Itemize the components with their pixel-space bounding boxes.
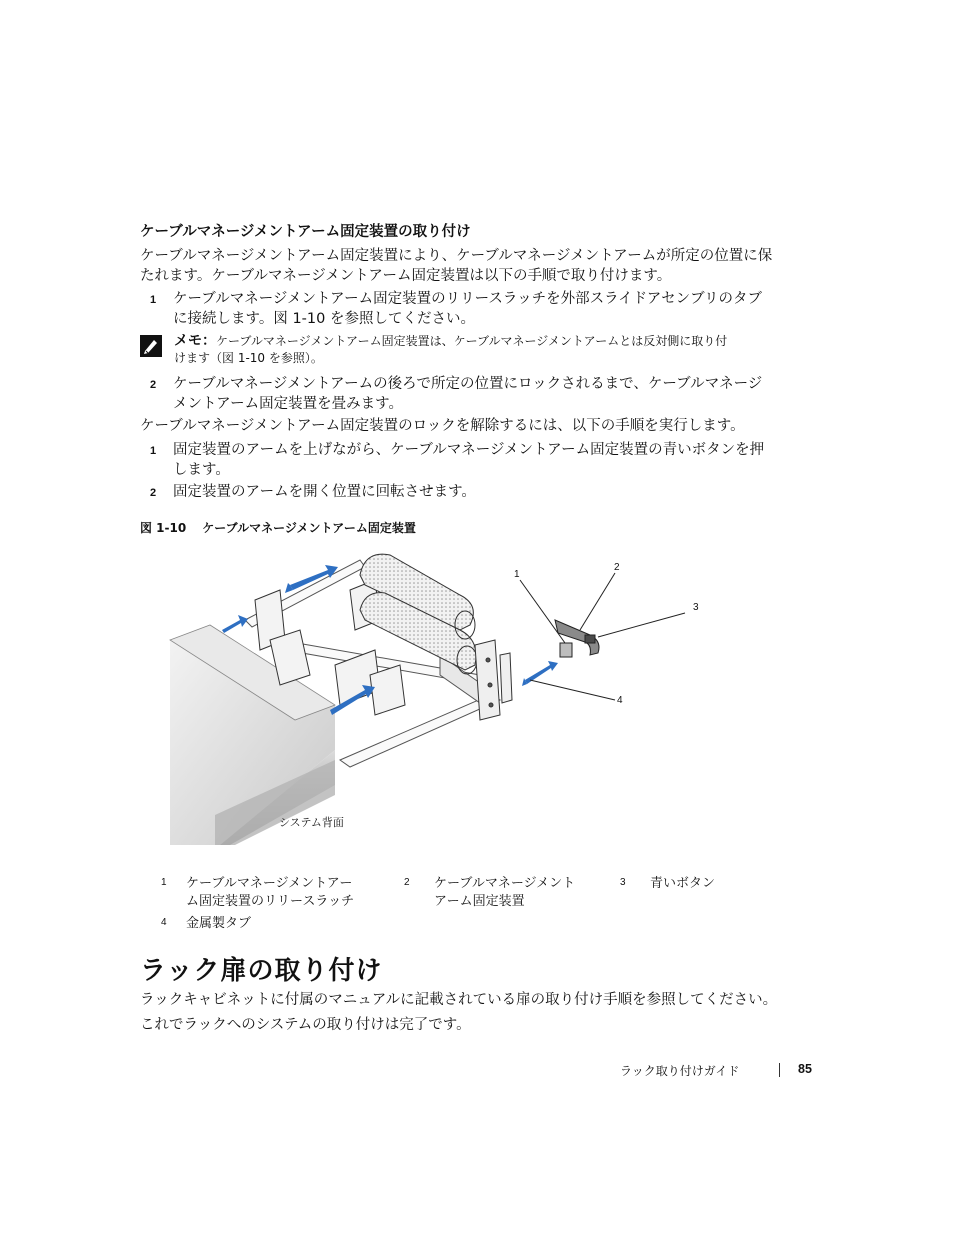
install-step-2 (140, 374, 810, 414)
system-rear-label: システム背面 (279, 816, 344, 829)
install-step-1 (140, 289, 810, 329)
step-line-1: 固定装置のアームを上げながら、ケーブルマネージメントアーム固定装置の青いボタンを押 (173, 442, 765, 458)
unlock-intro: ケーブルマネージメントアーム固定装置のロックを解除するには、以下の手順を実行します。 (140, 418, 745, 434)
note-label: メモ： (174, 333, 216, 349)
door-line-2: これでラックへのシステムの取り付けは完了です。 (140, 1017, 471, 1033)
legend-line: アーム固定装置 (434, 894, 525, 909)
legend-item-2 (434, 875, 575, 911)
section-heading: ケーブルマネージメントアーム固定装置の取り付け (140, 224, 471, 240)
callout-leaders (520, 573, 685, 700)
legend-line: ケーブルマネージメント (434, 876, 576, 891)
legend-line: ケーブルマネージメントアー (186, 876, 353, 891)
unlock-step-1 (140, 440, 810, 480)
footer-title: ラック取り付けガイド (620, 1064, 740, 1078)
legend-num-3: 3 (620, 877, 626, 888)
callout-4: 4 (617, 695, 623, 706)
legend-num-4: 4 (161, 917, 167, 928)
step-number: 1 (150, 445, 157, 457)
intro-paragraph (140, 246, 810, 286)
footer-divider (779, 1063, 780, 1077)
figure-number: 図 1-10 (140, 521, 187, 535)
note-line-2: けます（図 1-10 を参照）。 (174, 351, 323, 365)
legend-item-1 (186, 875, 354, 911)
figure-title: ケーブルマネージメントアーム固定装置 (202, 521, 416, 535)
step-number: 2 (150, 379, 157, 391)
legend-line: ム固定装置のリリースラッチ (186, 894, 355, 909)
callout-1: 1 (514, 569, 520, 580)
step-line-2: します。 (173, 462, 230, 478)
legend-item-3: 青いボタン (650, 876, 716, 891)
step-line-1: ケーブルマネージメントアームの後ろで所定の位置にロックされるまで、ケーブルマネージ (173, 376, 763, 392)
cma-retainer-illustration (160, 545, 720, 850)
step-number: 2 (150, 487, 157, 499)
note-box (140, 333, 812, 369)
cable-management-arm (360, 554, 477, 674)
rail-end-bracket (475, 640, 512, 720)
unlock-step-2 (140, 482, 810, 502)
callout-3: 3 (693, 602, 699, 613)
step-line-1: 固定装置のアームを開く位置に回転させます。 (173, 484, 476, 500)
intro-line-1: ケーブルマネージメントアーム固定装置により、ケーブルマネージメントアームが所定の位置に保 (140, 248, 773, 264)
step-line-2: メントアーム固定装置を畳みます。 (173, 396, 403, 412)
legend-num-1: 1 (161, 877, 167, 888)
legend-num-2: 2 (404, 877, 410, 888)
note-pencil-icon (140, 335, 162, 357)
legend-item-4: 金属製タブ (186, 916, 252, 931)
system-chassis (170, 625, 335, 845)
door-line-1: ラックキャビネットに付属のマニュアルに記載されている扉の取り付け手順を参照してください。 (140, 992, 778, 1008)
intro-line-2: たれます。ケーブルマネージメントアーム固定装置は以下の手順で取り付けます。 (140, 268, 672, 284)
callout-2: 2 (614, 562, 620, 573)
page-number: 85 (798, 1062, 812, 1076)
figure-caption (140, 519, 416, 536)
step-number: 1 (150, 294, 157, 306)
step-line-2: に接続します。図 1-10 を参照してください。 (173, 311, 475, 327)
note-line-1: ケーブルマネージメントアーム固定装置は、ケーブルマネージメントアームとは反対側に取り付 (216, 334, 728, 348)
door-heading: ラック扉の取り付け (140, 956, 383, 986)
step-line-1: ケーブルマネージメントアーム固定装置のリリースラッチを外部スライドアセンブリのタブ (173, 291, 762, 307)
